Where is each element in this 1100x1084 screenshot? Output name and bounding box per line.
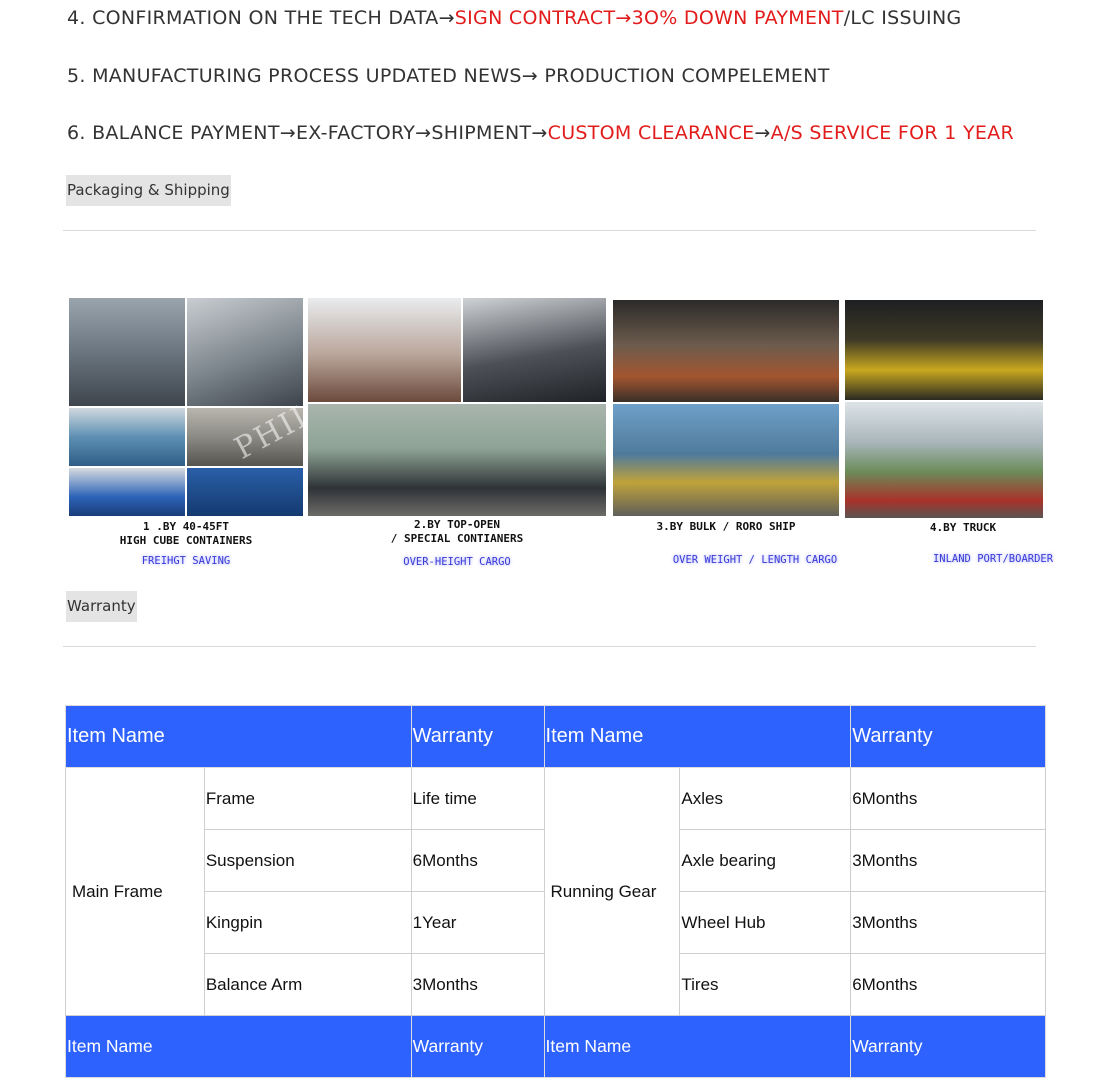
table-footer-row: [66, 1016, 1046, 1078]
shipping-panel-top-open: [307, 298, 607, 578]
step-6-text: 6. BALANCE PAYMENT→EX-FACTORY→SHIPMENT→: [67, 122, 548, 144]
item-name-cell: Kingpin: [204, 892, 411, 954]
shipping-methods-image: [67, 298, 1054, 578]
step-6-arrow: →: [754, 122, 771, 144]
footer-item-name: Item Name: [544, 1016, 851, 1078]
section-divider: [63, 646, 1036, 647]
step-6-highlight-1: CUSTOM CLEARANCE: [547, 122, 755, 144]
footer-warranty: Warranty: [411, 1016, 544, 1078]
footer-item-name: Item Name: [66, 1016, 412, 1078]
shipping-panel-bulk-ship: [612, 298, 840, 578]
warranty-cell: 6Months: [851, 954, 1046, 1016]
shipping-sub-2: OVER-HEIGHT CARGO: [403, 556, 511, 568]
warranty-cell: 3Months: [851, 830, 1046, 892]
step-4-text: 4. CONFIRMATION ON THE TECH DATA→: [67, 7, 455, 29]
shipping-caption-2: 2.BY TOP-OPEN / SPECIAL CONTIANERS: [390, 518, 524, 545]
group-main-frame: Main Frame: [66, 768, 205, 1016]
warranty-cell: 3Months: [851, 892, 1046, 954]
step-6-highlight-2: A/S SERVICE FOR 1 YEAR: [770, 122, 1014, 144]
table-row: [66, 768, 1046, 830]
item-name-cell: Balance Arm: [204, 954, 411, 1016]
shipping-caption-4: 4.BY TRUCK: [929, 521, 997, 534]
item-name-cell: Suspension: [204, 830, 411, 892]
group-running-gear: Running Gear: [544, 768, 680, 1016]
shipping-panel-truck: [843, 298, 1054, 578]
packaging-shipping-heading: Packaging & Shipping: [66, 175, 231, 206]
warranty-table: [65, 705, 1046, 1078]
warranty-cell: 1Year: [411, 892, 544, 954]
header-item-name: Item Name: [544, 706, 851, 768]
warranty-cell: Life time: [411, 768, 544, 830]
step-5: [67, 65, 830, 87]
shipping-sub-4: INLAND PORT/BOARDER: [932, 553, 1054, 565]
step-5-text: 5. MANUFACTURING PROCESS UPDATED NEWS→ PRODUCTION COMPELEMENT: [67, 65, 830, 87]
shipping-sub-3: OVER WEIGHT / LENGTH CARGO: [672, 554, 838, 566]
item-name-cell: Tires: [680, 954, 851, 1016]
shipping-sub-1: FREIHGT SAVING: [141, 555, 231, 567]
step-4-highlight: SIGN CONTRACT→3O% DOWN PAYMENT: [454, 7, 844, 29]
item-name-cell: Wheel Hub: [680, 892, 851, 954]
header-warranty: Warranty: [411, 706, 544, 768]
item-name-cell: Frame: [204, 768, 411, 830]
item-name-cell: Axles: [680, 768, 851, 830]
warranty-cell: 6Months: [851, 768, 1046, 830]
warranty-cell: 3Months: [411, 954, 544, 1016]
table-header-row: [66, 706, 1046, 768]
step-6: [67, 122, 1014, 144]
header-item-name: Item Name: [66, 706, 412, 768]
step-4-tail: /LC ISSUING: [843, 7, 962, 29]
warranty-cell: 6Months: [411, 830, 544, 892]
section-divider: [63, 230, 1036, 231]
footer-warranty: Warranty: [851, 1016, 1046, 1078]
shipping-caption-1: 1 .BY 40-45FT HIGH CUBE CONTAINERS: [119, 520, 253, 547]
step-4: [67, 7, 961, 29]
shipping-caption-3: 3.BY BULK / RORO SHIP: [656, 520, 796, 533]
item-name-cell: Axle bearing: [680, 830, 851, 892]
shipping-panel-containers: [67, 298, 305, 578]
warranty-heading: Warranty: [66, 591, 137, 622]
header-warranty: Warranty: [851, 706, 1046, 768]
